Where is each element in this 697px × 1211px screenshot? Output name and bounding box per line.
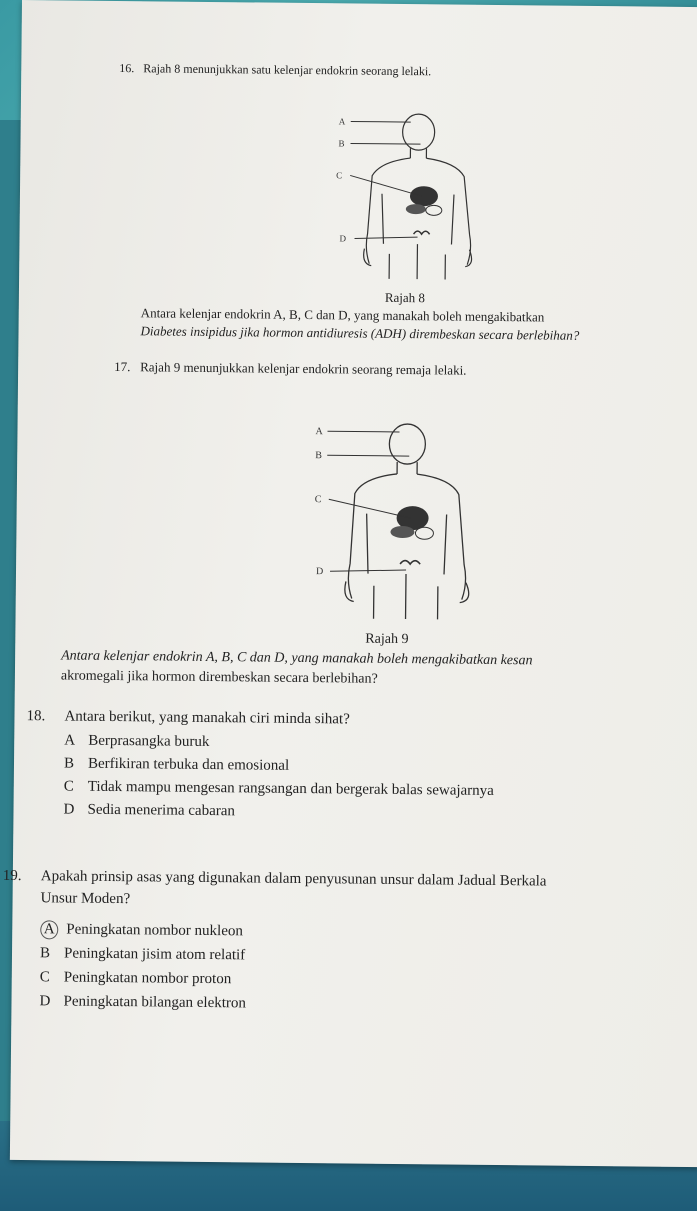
q18-option-b[interactable]: [64, 755, 289, 774]
q19-option-b[interactable]: [40, 945, 245, 964]
q16-number: 16.: [119, 61, 135, 76]
q19-option-c-text: Peningkatan nombor proton: [63, 969, 232, 988]
q19-text-line1: Apakah prinsip asas yang digunakan dalam penyusunan unsur dalam Jadual Berkala: [40, 868, 547, 890]
q18-option-a[interactable]: [64, 732, 209, 751]
q16-question-line2: Diabetes insipidus jika hormon antidiuresis (ADH) dirembeskan secara berlebihan?: [140, 323, 580, 343]
exam-paper: [2, 0, 697, 1167]
q16-label-c: C: [336, 170, 343, 181]
q17-label-b: B: [315, 450, 322, 462]
q16-label-b: B: [338, 138, 345, 149]
q16-question-line1: Antara kelenjar endokrin A, B, C dan D, yang manakah boleh mengakibatkan: [140, 305, 545, 325]
q19-option-b-letter: B: [39, 945, 51, 962]
q19-text-line2: Unsur Moden?: [40, 890, 131, 908]
q17-text: Rajah 9 menunjukkan kelenjar endokrin seorang remaja lelaki.: [140, 359, 467, 378]
q17-label-a: A: [315, 426, 323, 438]
q18-option-b-text: Berfikiran terbuka dan emosional: [87, 755, 290, 774]
q17-number: 17.: [114, 358, 131, 375]
q18-option-a-letter: A: [64, 732, 76, 749]
q18-option-c[interactable]: [64, 778, 494, 800]
q18-option-b-letter: B: [63, 755, 75, 772]
q18-number: 18.: [26, 708, 46, 725]
q19-number: 19.: [2, 867, 22, 885]
q19-option-c-letter: C: [39, 969, 50, 986]
q19-option-d-letter: D: [39, 993, 51, 1010]
q19-option-b-text: Peningkatan jisim atom relatif: [63, 945, 246, 964]
q17-label-c: C: [314, 494, 322, 506]
q17-caption: Rajah 9: [365, 631, 409, 648]
q18-option-a-text: Berprasangka buruk: [88, 732, 210, 751]
q17-label-d: D: [315, 566, 324, 578]
q18-text: Antara berikut, yang manakah ciri minda sihat?: [64, 708, 350, 728]
q18-option-c-letter: C: [63, 778, 74, 795]
q19-option-c[interactable]: [40, 969, 232, 988]
q19-option-d-text: Peningkatan bilangan elektron: [63, 993, 247, 1012]
q18-option-d-text: Sedia menerima cabaran: [87, 801, 236, 820]
q19-option-a-letter: A: [40, 920, 58, 939]
q18-option-c-text: Tidak mampu mengesan rangsangan dan bergerak balas sewajarnya: [87, 778, 494, 799]
q16-body-diagram: [309, 103, 511, 285]
q16-label-d: D: [339, 233, 347, 244]
q18-option-d-letter: D: [63, 801, 75, 818]
q19-option-a[interactable]: [40, 920, 243, 941]
q16-caption: Rajah 8: [384, 289, 426, 306]
q16-text: Rajah 8 menunjukkan satu kelenjar endokrin seorang lelaki.: [143, 61, 432, 79]
q17-body-diagram: [285, 413, 507, 625]
q18-option-d[interactable]: [63, 801, 235, 820]
q17-question-line2: akromegali jika hormon dirembeskan secara berlebihan?: [60, 668, 378, 687]
q16-label-a: A: [338, 116, 346, 127]
q17-question-line1: Antara kelenjar endokrin A, B, C dan D, yang manakah boleh mengakibatkan kesan: [61, 648, 533, 669]
q19-option-a-text: Peningkatan nombor nukleon: [66, 921, 243, 940]
q19-option-d[interactable]: [39, 993, 246, 1012]
